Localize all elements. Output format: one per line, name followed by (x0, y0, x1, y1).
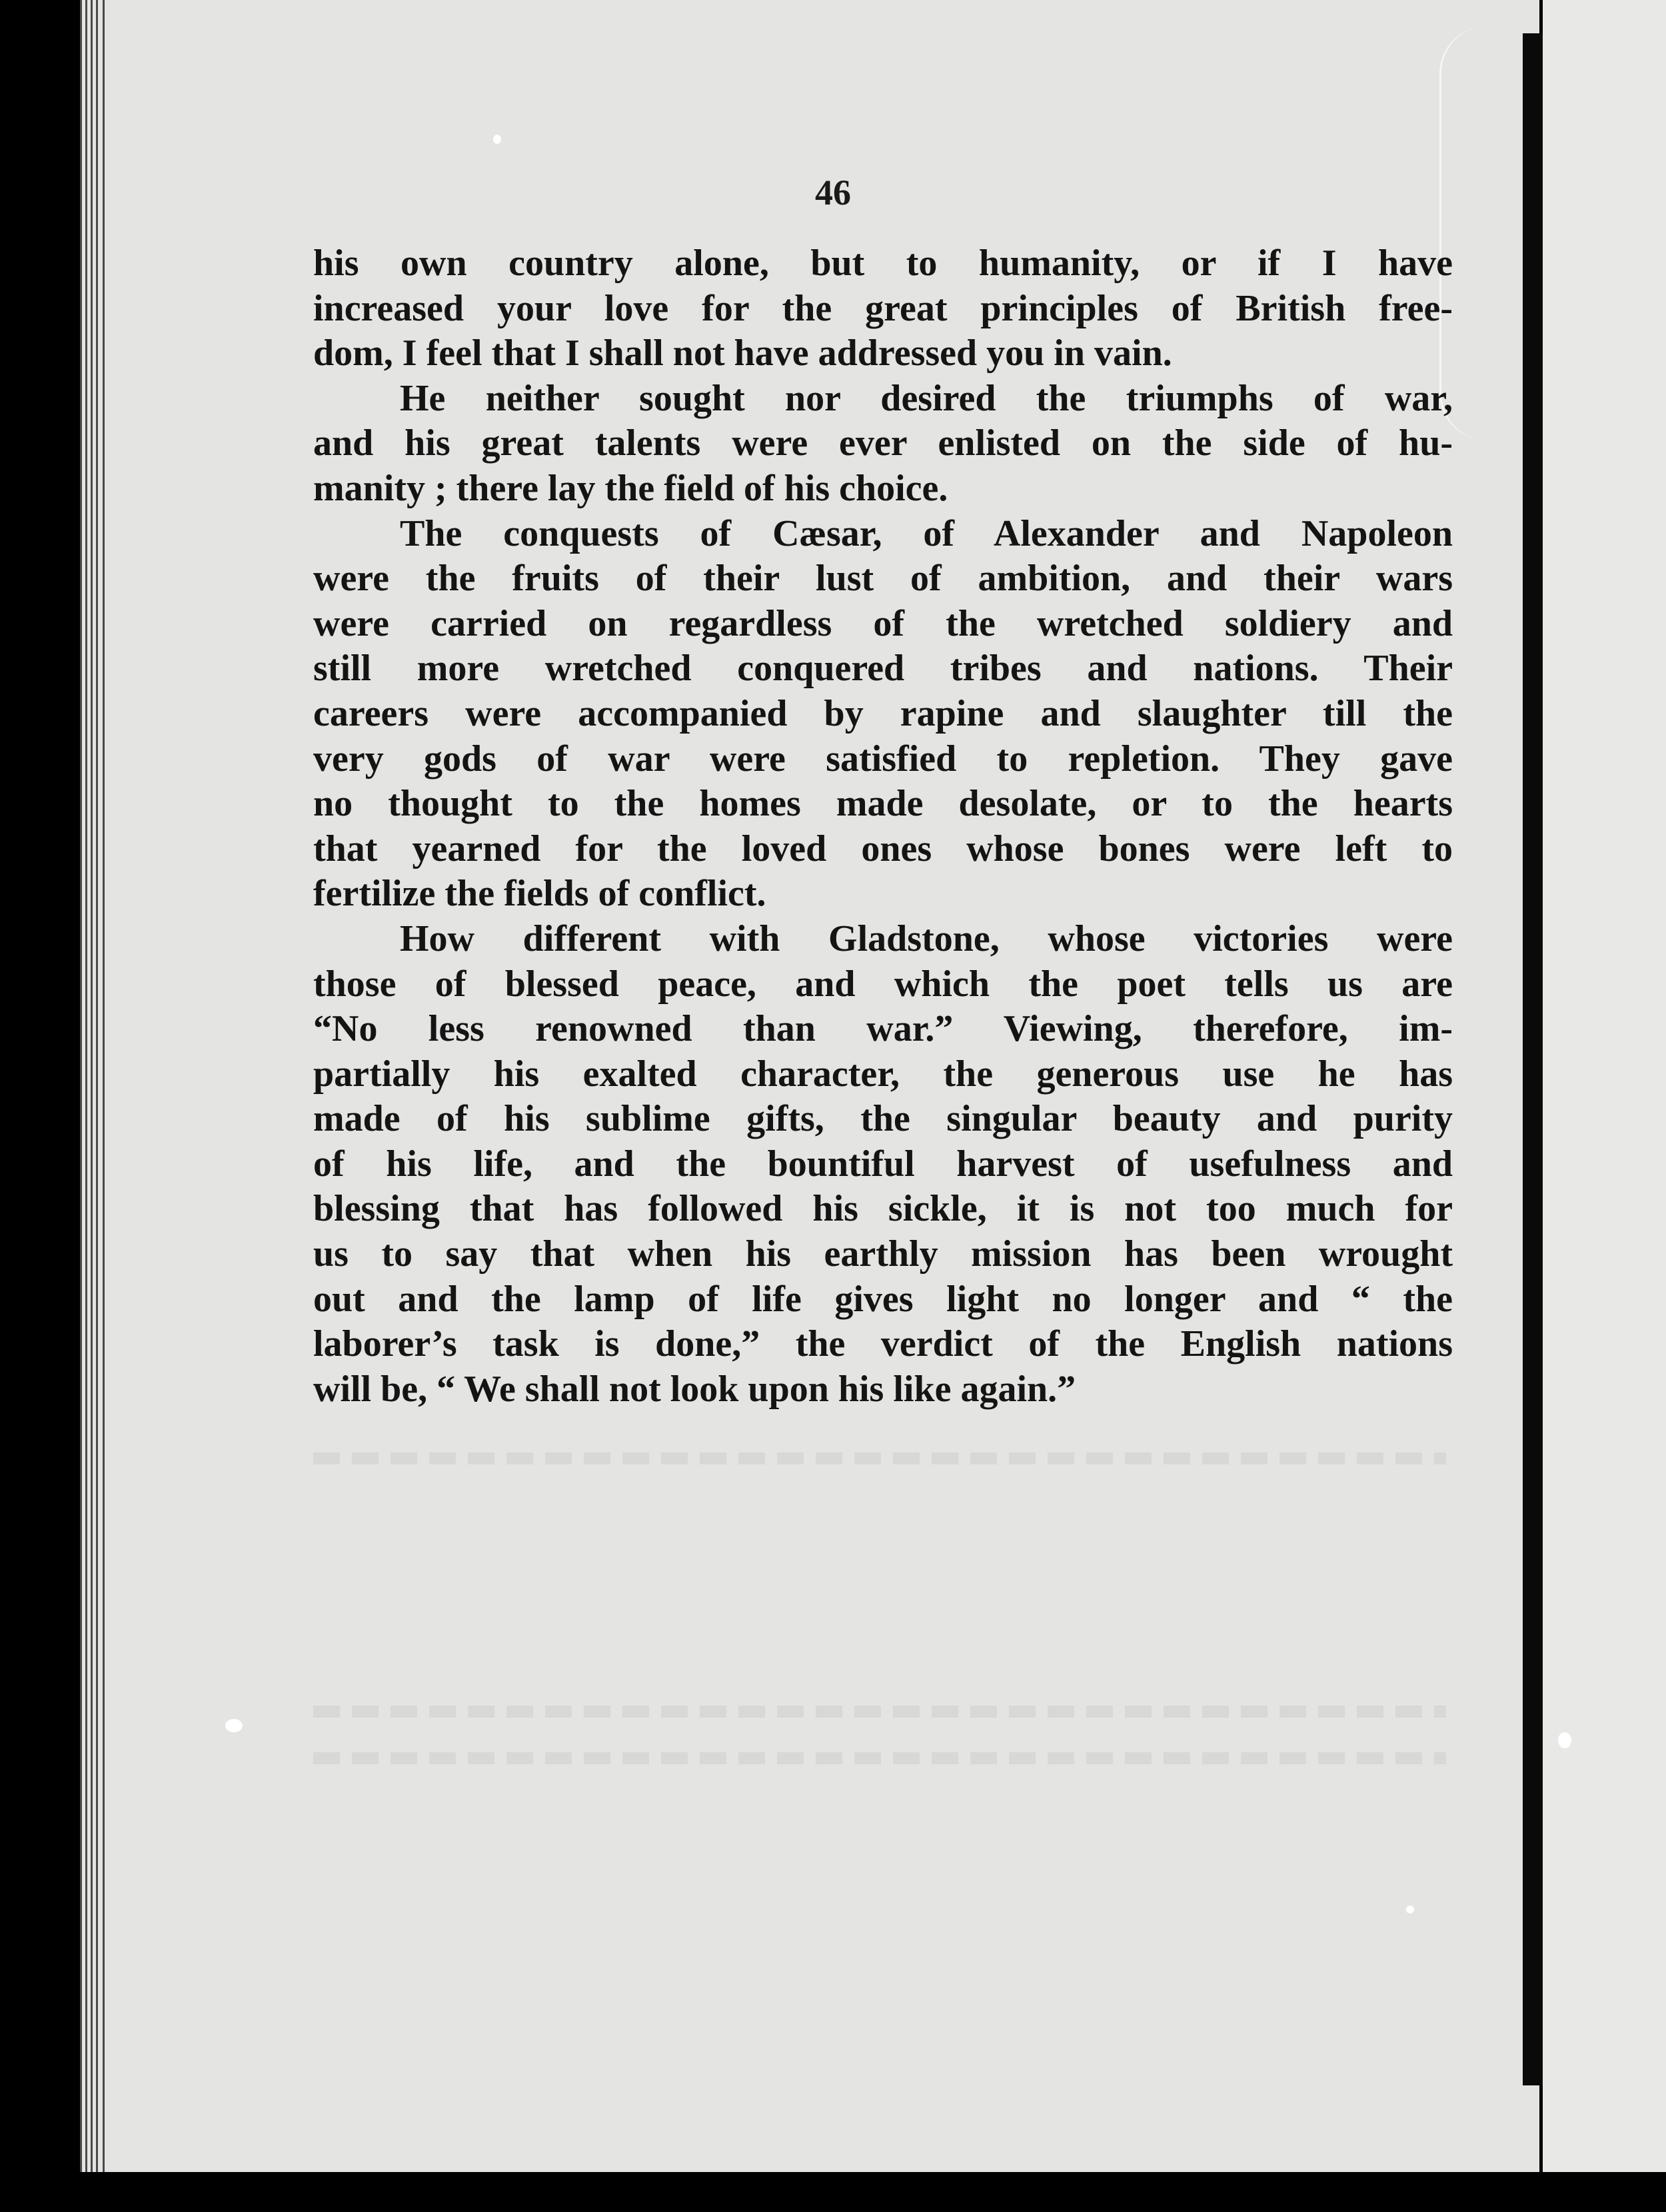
text-line: no thought to the homes made desolate, or to the hearts (313, 783, 1453, 825)
paragraph (313, 376, 1453, 512)
bleed-through (313, 1752, 1446, 1764)
bottom-shadow (0, 2172, 1666, 2212)
text-line: “No less renowned than war.” Viewing, therefore, im- (313, 1008, 1453, 1050)
paragraph (313, 917, 1453, 1412)
text-line: were the fruits of their lust of ambition, and their wars (313, 558, 1453, 600)
text-line: increased your love for the great principles of British free- (313, 287, 1453, 329)
text-line: of his life, and the bountiful harvest of usefulness and (313, 1143, 1453, 1185)
scan-speck (1406, 1906, 1414, 1914)
text-line: manity ; there lay the field of his choice. (313, 467, 948, 509)
facing-page (1543, 0, 1666, 2212)
page-edge (80, 0, 82, 2172)
text-line: very gods of war were satisfied to repletion. They gave (313, 738, 1453, 780)
text-line: and his great talents were ever enlisted on the side of hu- (313, 422, 1453, 464)
body-text (313, 241, 1453, 1412)
page-edge (96, 0, 98, 2172)
text-line: his own country alone, but to humanity, or if I have (313, 243, 1453, 284)
page-edge (85, 0, 87, 2172)
text-line: were carried on regardless of the wretched soldiery and (313, 602, 1453, 644)
page-curl (1439, 27, 1535, 440)
paragraph (313, 512, 1453, 917)
book-spine (1523, 33, 1543, 2085)
text-line: will be, “ We shall not look upon his like again.” (313, 1368, 1076, 1410)
text-line: dom, I feel that I shall not have addressed you in vain. (313, 332, 1172, 374)
scan-speck (225, 1719, 243, 1732)
text-line: blessing that has followed his sickle, it is not too much for (313, 1188, 1453, 1230)
page-number: 46 (815, 173, 851, 213)
text-line: careers were accompanied by rapine and slaughter till the (313, 692, 1453, 734)
scan-speck (1558, 1732, 1571, 1748)
text-line: partially his exalted character, the generous use he has (313, 1053, 1453, 1095)
text-line: made of his sublime gifts, the singular beauty and purity (313, 1098, 1453, 1140)
text-line: us to say that when his earthly mission has been wrought (313, 1233, 1453, 1275)
text-line: that yearned for the loved ones whose bones were left to (313, 828, 1453, 869)
text-line: those of blessed peace, and which the poet tells us are (313, 963, 1453, 1005)
text-line: He neither sought nor desired the triumphs of war, (400, 377, 1453, 419)
page-edge (103, 0, 105, 2172)
text-line: fertilize the fields of conflict. (313, 873, 766, 915)
text-line: still more wretched conquered tribes and nations. Their (313, 648, 1453, 690)
bleed-through (313, 1706, 1446, 1718)
text-line: out and the lamp of life gives light no longer and “ the (313, 1278, 1453, 1320)
text-line: laborer’s task is done,” the verdict of the English nations (313, 1323, 1453, 1365)
scan-speck (493, 135, 501, 144)
text-line: How different with Gladstone, whose victories were (400, 917, 1453, 959)
text-line: The conquests of Cæsar, of Alexander and Napoleon (400, 512, 1453, 554)
paragraph (313, 241, 1453, 376)
bleed-through (313, 1452, 1446, 1464)
page-edge (91, 0, 93, 2172)
